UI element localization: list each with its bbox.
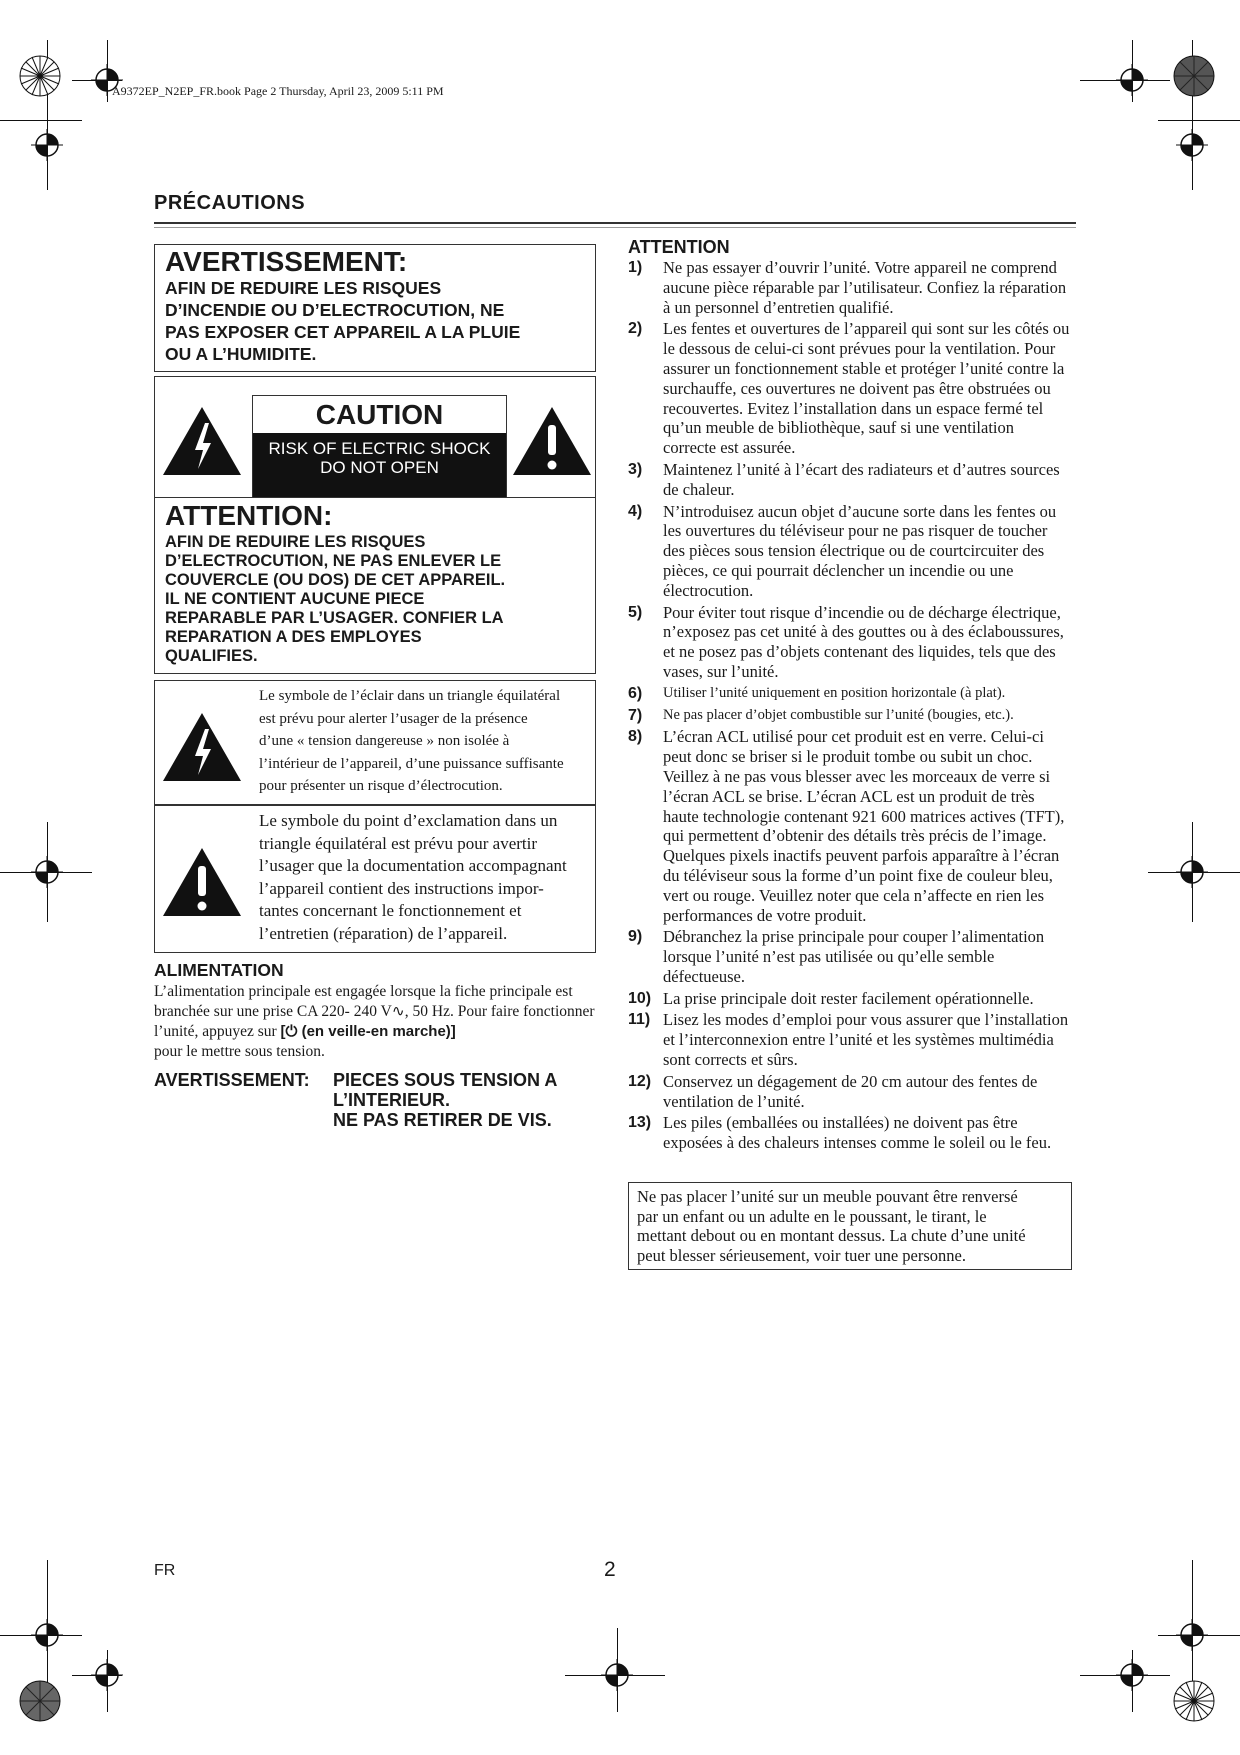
- alimentation-text: [154, 982, 596, 1062]
- tip-over-notice: [628, 1182, 1072, 1270]
- list-item: [628, 603, 1070, 682]
- warning-line: D’INCENDIE OU D’ELECTROCUTION, NE: [165, 300, 505, 320]
- list-item: [628, 684, 1070, 704]
- title-rule: [154, 222, 1076, 228]
- alimentation-heading: ALIMENTATION: [154, 960, 284, 980]
- avertissement-line: PIECES SOUS TENSION A: [333, 1070, 558, 1090]
- registration-mark-icon: [1116, 64, 1148, 96]
- item-text: Ne pas essayer d’ouvrir l’unité. Votre appareil ne comprend aucune pièce réparable par l’utilisateur. Confiez la réparation à un personnel d’entretien qualifié.: [663, 258, 1067, 317]
- warning-line: OU A L’HUMIDITE.: [165, 344, 317, 364]
- registration-mark-icon: [1176, 856, 1208, 888]
- item-number: 10): [628, 989, 652, 1007]
- caution-sublabel: [253, 433, 506, 497]
- item-text: Les piles (emballées ou installées) ne doivent pas être exposées à des chaleurs intenses comme le soleil ou le feu.: [663, 1113, 1052, 1153]
- item-text: Ne pas placer d’objet combustible sur l’unité (bougies, etc.).: [663, 706, 1014, 723]
- item-text: Lisez les modes d’emploi pour vous assurer que l’installation et l’interconnexion entre l’unité et les systèmes multimédia sont corrects et sûrs.: [663, 1010, 1069, 1070]
- color-target-icon: [1173, 1680, 1215, 1722]
- attention-line: AFIN DE REDUIRE LES RISQUES: [165, 533, 426, 551]
- symbol-line: Le symbole de l’éclair dans un triangle équilatéral: [259, 688, 561, 704]
- symbol-line: pour présenter un risque d’électrocution.: [259, 778, 503, 794]
- item-number: 1): [628, 259, 643, 276]
- list-item: [628, 989, 1070, 1009]
- exclamation-warning-icon: [161, 846, 243, 918]
- item-number: 9): [628, 928, 643, 946]
- attention-heading: ATTENTION: [628, 237, 730, 257]
- symbol-line: l’appareil contient des instructions impor-: [259, 878, 544, 898]
- attention-line: REPARATION A DES EMPLOYES: [165, 628, 422, 646]
- item-number: 6): [628, 684, 643, 702]
- alimentation-text-after: pour le mettre sous tension.: [154, 1043, 325, 1060]
- item-text: Utiliser l’unité uniquement en position horizontale (à plat).: [663, 684, 1006, 701]
- caution-sublabel-line: RISK OF ELECTRIC SHOCK: [268, 439, 491, 458]
- list-item: [628, 927, 1070, 986]
- symbol-line: d’une « tension dangereuse » non isolée à: [259, 733, 510, 749]
- caution-label: [252, 395, 507, 497]
- notice-line: mettant debout ou en montant dessus. La chute d’une unité: [637, 1226, 1026, 1245]
- avertissement-line: L’INTERIEUR.: [333, 1090, 451, 1110]
- symbol-line: l’entretien (réparation) de l’appareil.: [259, 923, 508, 943]
- page-number: 2: [604, 1558, 616, 1581]
- registration-mark-icon: [31, 856, 63, 888]
- item-number: 12): [628, 1072, 652, 1090]
- symbol-line: est prévu pour alerter l’usager de la présence: [259, 710, 528, 727]
- symbol-line: Le symbole du point d’exclamation dans un: [259, 811, 558, 830]
- list-item: [628, 727, 1070, 925]
- registration-mark-icon: [31, 1619, 63, 1651]
- list-item: [628, 258, 1070, 317]
- attention-line: COUVERCLE (OU DOS) DE CET APPAREIL.: [165, 571, 506, 589]
- item-number: 3): [628, 460, 643, 478]
- avertissement-text: [333, 1070, 557, 1130]
- item-text: Les fentes et ouvertures de l’appareil qui sont sur les côtés ou le dessous de celui-ci sont prévues pour la ventilation. Pour assurer un fonctionnement stable et protéger l’unité contre la surchauffe, ces ouvertures ne doivent pas être obstruées ou recouvertes. Evitez l’installation dans un espace fermé tel qu’un meuble de bibliothèque, sauf si une ventilation correcte est assurée.: [663, 319, 1070, 458]
- item-text: Maintenez l’unité à l’écart des radiateurs et d’autres sources de chaleur.: [663, 459, 1060, 499]
- item-number: 8): [628, 728, 643, 746]
- item-text: La prise principale doit rester facilement opérationnelle.: [663, 988, 1034, 1008]
- page-title: PRÉCAUTIONS: [154, 192, 306, 214]
- lightning-warning-icon: [161, 405, 243, 477]
- attention-text: [165, 533, 585, 666]
- item-number: 4): [628, 502, 643, 520]
- attention-title: ATTENTION:: [165, 500, 333, 531]
- item-number: 2): [628, 320, 643, 338]
- symbol-line: l’intérieur de l’appareil, d’une puissance suffisante: [259, 755, 564, 772]
- item-number: 7): [628, 706, 643, 724]
- symbol-line: triangle équilatéral est prévu pour avertir: [259, 833, 538, 853]
- warning-title: AVERTISSEMENT:: [165, 246, 408, 277]
- item-number: 11): [628, 1011, 651, 1029]
- list-item: [628, 1010, 1070, 1069]
- warning-box: [154, 244, 596, 372]
- lightning-symbol-box: [154, 680, 596, 805]
- notice-line: Ne pas placer l’unité sur un meuble pouvant être renversé: [637, 1187, 1018, 1206]
- warning-text: [165, 277, 585, 365]
- color-target-icon: [1173, 55, 1215, 97]
- attention-line: D’ELECTROCUTION, NE PAS ENLEVER LE: [165, 552, 502, 570]
- registration-mark-icon: [1176, 129, 1208, 161]
- symbol-line: l’usager que la documentation accompagnant: [259, 856, 567, 875]
- notice-line: peut blesser sérieusement, voir tuer une personne.: [637, 1245, 966, 1265]
- lightning-warning-icon: [161, 711, 243, 783]
- standby-button-label: [⏻ (en veille-en marche)]: [280, 1023, 456, 1040]
- item-text: Pour éviter tout risque d’incendie ou de décharge électrique, n’exposez pas cet unité à des gouttes ou à des éclaboussures, et ne posez pas d’objets contenant des liquides, tels que des vases, sur l’unité.: [663, 602, 1064, 681]
- item-text: N’introduisez aucun objet d’aucune sorte dans les fentes ou les ouvertures du téléviseur pour ne pas risquer de toucher des pièces sous tension électrique ou de courtcircuiter des pièces, ce qui pourrait déclencher un incendie ou une électrocution.: [663, 501, 1057, 600]
- item-number: 13): [628, 1114, 652, 1132]
- list-item: [628, 1113, 1070, 1153]
- color-target-icon: [19, 1680, 61, 1722]
- attention-list: [628, 258, 1070, 1155]
- caution-sublabel-line: DO NOT OPEN: [320, 458, 439, 477]
- symbol-line: tantes concernant le fonctionnement et: [259, 901, 522, 920]
- list-item: [628, 502, 1070, 601]
- warning-line: AFIN DE REDUIRE LES RISQUES: [165, 278, 442, 298]
- exclamation-symbol-text: [259, 810, 589, 945]
- exclamation-warning-icon: [511, 405, 593, 477]
- file-info-header: A9372EP_N2EP_FR.book Page 2 Thursday, April 23, 2009 5:11 PM: [112, 84, 444, 98]
- alimentation-text-before: L’alimentation principale est engagée lorsque la fiche principale est branchée sur une prise CA 220- 240 V∿, 50 Hz. Pour faire fonctionner l’unité, appuyez sur: [154, 983, 595, 1040]
- avertissement-line: NE PAS RETIRER DE VIS.: [333, 1110, 552, 1130]
- avertissement-label: AVERTISSEMENT:: [154, 1070, 310, 1090]
- list-item: [628, 460, 1070, 500]
- item-text: Conservez un dégagement de 20 cm autour des fentes de ventilation de l’unité.: [663, 1071, 1038, 1111]
- notice-line: par un enfant ou un adulte en le poussant, le tirant, le: [637, 1206, 987, 1226]
- attention-line: IL NE CONTIENT AUCUNE PIECE: [165, 590, 425, 608]
- attention-line: REPARABLE PAR L’USAGER. CONFIER LA: [165, 609, 504, 627]
- caution-box: [154, 376, 596, 674]
- registration-mark-icon: [1176, 1619, 1208, 1651]
- exclamation-symbol-box: [154, 805, 596, 953]
- item-text: Débranchez la prise principale pour couper l’alimentation lorsque l’unité n’est pas utilisée ou qu’elle semble défectueuse.: [663, 927, 1045, 986]
- list-item: [628, 1072, 1070, 1112]
- item-text: L’écran ACL utilisé pour cet produit est en verre. Celui-ci peut donc se briser si le produit tombe ou subit un choc. Veillez à ne pas vous blesser avec les morceaux de verre si l’écran ACL se brise. L’écran ACL est un produit de très haute technologie contenant 921 600 matrices actives (TFT), qui permettent d’obtenir des détails très précis de l’image. Quelques pixels inactifs peuvent parfois apparaître à l’écran du téléviseur sous la forme d’un point fixe de couleur bleu, vert ou rouge. Veuillez noter que cela n’affecte en rien les performances de votre produit.: [663, 727, 1065, 925]
- caution-word: CAUTION: [315, 399, 444, 430]
- item-number: 5): [628, 603, 643, 621]
- registration-mark-icon: [601, 1659, 633, 1691]
- lightning-symbol-text: [259, 685, 589, 798]
- attention-line: QUALIFIES.: [165, 647, 258, 665]
- registration-mark-icon: [91, 1659, 123, 1691]
- language-code: FR: [154, 1562, 176, 1579]
- divider: [155, 497, 595, 498]
- warning-line: PAS EXPOSER CET APPAREIL A LA PLUIE: [165, 322, 521, 342]
- color-target-icon: [19, 55, 61, 97]
- list-item: [628, 319, 1070, 458]
- registration-mark-icon: [1116, 1659, 1148, 1691]
- registration-mark-icon: [31, 129, 63, 161]
- list-item: [628, 706, 1070, 726]
